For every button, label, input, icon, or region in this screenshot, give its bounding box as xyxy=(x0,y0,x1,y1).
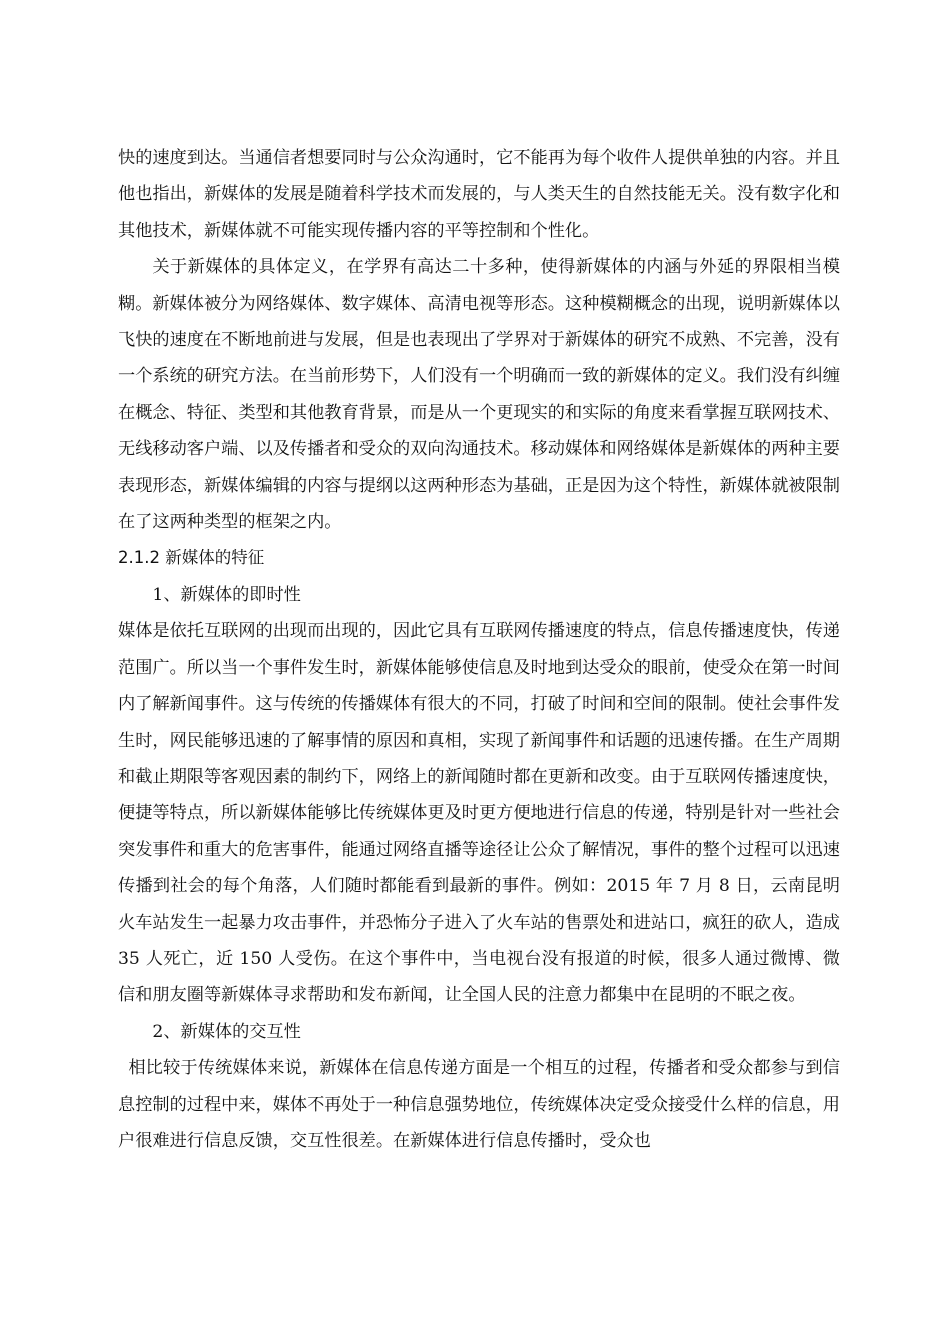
subsection-heading-interactivity: 2、新媒体的交互性 xyxy=(152,1021,301,1042)
paragraph-definition: 关于新媒体的具体定义，在学界有高达二十多种，使得新媒体的内涵与外延的界限相当模糊。新媒体被分为网络媒体、数字媒体、高清电视等形态。这种模糊概念的出现，说明新媒体以飞快的速度在不断地前进与发展，但是也表现出了学界对于新媒体的研究不成熟、不完善，没有一个系统的研究方法。在当前形势下，人们没有一个明确而一致的新媒体的定义。我们没有纠缠在概念、特征、类型和其他教育背景，而是从一个更现实的和实际的角度来看掌握互联网技术、无线移动客户端、以及传播者和受众的双向沟通技术。移动媒体和网络媒体是新媒体的两种主要表现形态，新媒体编辑的内容与提纲以这两种形态为基础，正是因为这个特性，新媒体就被限制在了这两种类型的框架之内。 xyxy=(118,257,840,533)
paragraph-immediacy: 媒体是依托互联网的出现而出现的，因此它具有互联网传播速度的特点，信息传播速度快，传递范围广。所以当一个事件发生时，新媒体能够使信息及时地到达受众的眼前，使受众在第一时间内了解新闻事件。这与传统的传播媒体有很大的不同，打破了时间和空间的限制。使社会事件发生时，网民能够迅速的了解事情的原因和真相，实现了新闻事件和话题的迅速传播。在生产周期和截止期限等客观因素的制约下，网络上的新闻随时都在更新和改变。由于互联网传播速度快，便捷等特点，所以新媒体能够比传统媒体更及时更方便地进行信息的传递，特别是针对一些社会突发事件和重大的危害事件，能通过网络直播等途径让公众了解情况，事件的整个过程可以迅速传播到社会的每个角落，人们随时都能看到最新的事件。例如：2015 年 7 月 8 日，云南昆明火车站发生一起暴力攻击事件，并恐怖分子进入了火车站的售票处和进站口，疯狂的砍人，造成 35 人死亡，近 150 人受伤。在这个事件中，当电视台没有报道的时候，很多人通过微博、微信和朋友圈等新媒体寻求帮助和发布新闻，让全国人民的注意力都集中在昆明的不眠之夜。 xyxy=(118,621,840,1006)
subsection-heading-immediacy: 1、新媒体的即时性 xyxy=(152,584,301,605)
paragraph-interactivity: 相比较于传统媒体来说，新媒体在信息传递方面是一个相互的过程，传播者和受众都参与到信息控制的过程中来，媒体不再处于一种信息强势地位，传统媒体决定受众接受什么样的信息，用户很难进行信息反馈，交互性很差。在新媒体进行信息传播时，受众也 xyxy=(118,1058,840,1151)
paragraph-continuation: 快的速度到达。当通信者想要同时与公众沟通时，它不能再为每个收件人提供单独的内容。并且他也指出，新媒体的发展是随着科学技术而发展的，与人类天生的自然技能无关。没有数字化和其他技术，新媒体就不可能实现传播内容的平等控制和个性化。 xyxy=(118,148,840,241)
document-page xyxy=(118,140,840,1159)
section-heading: 2.1.2 新媒体的特征 xyxy=(118,548,265,568)
